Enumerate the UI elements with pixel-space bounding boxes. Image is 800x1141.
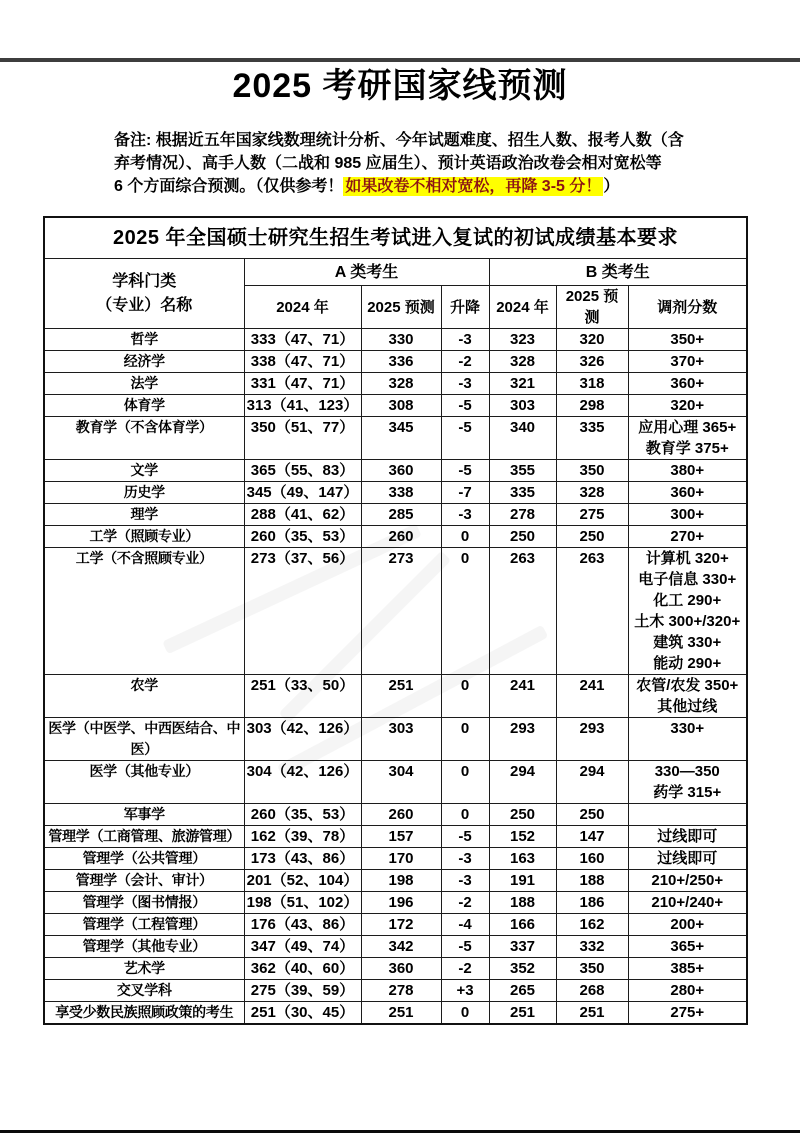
adjust-score-line: 350+: [670, 331, 705, 348]
a-2025-value: 285: [361, 504, 441, 526]
subject-name: 文学: [44, 460, 244, 482]
adjust-score-value: [628, 892, 747, 914]
adjust-score-value: [628, 914, 747, 936]
adjust-score-line: 应用心理 365+: [638, 419, 737, 436]
a-2024-value: 365（55、83）: [244, 460, 361, 482]
adjust-score-value: [628, 329, 747, 351]
b-2024-value: 293: [489, 718, 556, 761]
adjust-score-line: 其他过线: [657, 698, 718, 715]
adjust-score-value: [628, 980, 747, 1002]
b-2024-value: 188: [489, 892, 556, 914]
change-value: 0: [441, 526, 489, 548]
subject-name: 理学: [44, 504, 244, 526]
page-title: 2025 考研国家线预测: [232, 67, 568, 105]
subject-header-line1: 学科门类: [112, 272, 177, 290]
group-b-header: B 类考生: [489, 259, 747, 286]
adjust-score-line: 计算机 320+: [645, 550, 729, 567]
change-value: -3: [441, 504, 489, 526]
adjust-score-line: 电子信息 330+: [638, 571, 737, 588]
b-2024-value: 251: [489, 1002, 556, 1025]
subject-header-line2: （专业）名称: [96, 296, 193, 314]
a-2025-value: 260: [361, 526, 441, 548]
score-requirements-table: [43, 216, 748, 1025]
adjust-score-value: [628, 870, 747, 892]
adjust-score-value: [628, 826, 747, 848]
b-2025-value: 241: [556, 675, 628, 718]
table-row: [44, 804, 747, 826]
subject-name: 享受少数民族照顾政策的考生: [44, 1002, 244, 1025]
change-value: -2: [441, 892, 489, 914]
b-2024-value: 250: [489, 526, 556, 548]
a-2025-value: 278: [361, 980, 441, 1002]
a-2025-value: 338: [361, 482, 441, 504]
table-row: [44, 417, 747, 460]
table-row: [44, 395, 747, 417]
table-row: [44, 936, 747, 958]
subject-name: 经济学: [44, 351, 244, 373]
adjust-score-line: 385+: [670, 960, 705, 977]
change-value: -5: [441, 417, 489, 460]
adjust-score-line: 过线即可: [657, 828, 718, 845]
a-2024-value: 251（33、50）: [244, 675, 361, 718]
b-2025-value: 263: [556, 548, 628, 675]
b-2025-value: 332: [556, 936, 628, 958]
a-2025-value: 198: [361, 870, 441, 892]
a-2024-value: 333（47、71）: [244, 329, 361, 351]
adjust-score-line: 土木 300+/320+: [634, 613, 741, 630]
adjust-score-line: 农管/农发 350+: [636, 677, 739, 694]
adjust-score-line: 330—350: [654, 763, 720, 780]
b-2024-value: 265: [489, 980, 556, 1002]
b-2024-value: 191: [489, 870, 556, 892]
col-header-b-2024: 2024 年: [489, 286, 556, 329]
a-2024-value: 338（47、71）: [244, 351, 361, 373]
a-2024-value: 275（39、59）: [244, 980, 361, 1002]
subject-name: 管理学（工商管理、旅游管理）: [44, 826, 244, 848]
subject-name: 管理学（公共管理）: [44, 848, 244, 870]
change-value: 0: [441, 761, 489, 804]
table-row: [44, 329, 747, 351]
adjust-score-line: 370+: [670, 353, 705, 370]
change-value: -5: [441, 826, 489, 848]
change-value: 0: [441, 718, 489, 761]
b-2025-value: 326: [556, 351, 628, 373]
b-2024-value: 340: [489, 417, 556, 460]
note-paragraph: [114, 129, 734, 198]
col-header-adjust: 调剂分数: [628, 286, 747, 329]
b-2025-value: 318: [556, 373, 628, 395]
adjust-score-line: 210+/250+: [651, 872, 724, 889]
table-row: [44, 870, 747, 892]
change-value: -5: [441, 395, 489, 417]
adjust-score-value: [628, 504, 747, 526]
a-2025-value: 303: [361, 718, 441, 761]
b-2024-value: 294: [489, 761, 556, 804]
b-2024-value: 250: [489, 804, 556, 826]
note-line-2: 弃考情况）、高手人数（二战和 985 应届生）、预计英语政治改卷会相对宽松等: [114, 155, 662, 172]
a-2025-value: 251: [361, 1002, 441, 1025]
adjust-score-line: 化工 290+: [653, 592, 722, 609]
a-2024-value: 176（43、86）: [244, 914, 361, 936]
adjust-score-line: 200+: [670, 916, 705, 933]
table-row: [44, 848, 747, 870]
adjust-score-value: [628, 675, 747, 718]
b-2025-value: 350: [556, 460, 628, 482]
b-2025-value: 275: [556, 504, 628, 526]
b-2025-value: 250: [556, 526, 628, 548]
a-2024-value: 198（51、102）: [244, 892, 361, 914]
a-2024-value: 331（47、71）: [244, 373, 361, 395]
subject-column-header: [44, 259, 244, 329]
adjust-score-value: [628, 548, 747, 675]
b-2025-value: 268: [556, 980, 628, 1002]
a-2025-value: 345: [361, 417, 441, 460]
a-2025-value: 360: [361, 460, 441, 482]
adjust-score-value: [628, 848, 747, 870]
adjust-score-value: [628, 804, 747, 826]
adjust-score-line: 360+: [670, 484, 705, 501]
note-highlight: 如果改卷不相对宽松，再降 3-5 分！: [345, 178, 602, 195]
change-value: 0: [441, 804, 489, 826]
a-2024-value: 288（41、62）: [244, 504, 361, 526]
a-2025-value: 157: [361, 826, 441, 848]
adjust-score-value: [628, 761, 747, 804]
subject-name: 农学: [44, 675, 244, 718]
col-header-a-2024: 2024 年: [244, 286, 361, 329]
a-2025-value: 172: [361, 914, 441, 936]
adjust-score-line: 380+: [670, 462, 705, 479]
change-value: -5: [441, 936, 489, 958]
group-header-row: [44, 259, 747, 286]
table-row: [44, 460, 747, 482]
note-suffix: ）: [603, 178, 620, 195]
subject-name: 教育学（不含体育学）: [44, 417, 244, 460]
col-header-a-2025: 2025 预测: [361, 286, 441, 329]
a-2024-value: 347（49、74）: [244, 936, 361, 958]
table-row: [44, 958, 747, 980]
change-value: -7: [441, 482, 489, 504]
b-2024-value: 335: [489, 482, 556, 504]
adjust-score-line: 365+: [670, 938, 705, 955]
table-row: [44, 526, 747, 548]
b-2024-value: 355: [489, 460, 556, 482]
bottom-border-bar: [0, 1130, 800, 1133]
b-2025-value: 250: [556, 804, 628, 826]
adjust-score-line: 280+: [670, 982, 705, 999]
a-2024-value: 173（43、86）: [244, 848, 361, 870]
a-2025-value: 260: [361, 804, 441, 826]
a-2024-value: 313（41、123）: [244, 395, 361, 417]
a-2025-value: 273: [361, 548, 441, 675]
b-2024-value: 241: [489, 675, 556, 718]
b-2024-value: 323: [489, 329, 556, 351]
a-2024-value: 273（37、56）: [244, 548, 361, 675]
b-2025-value: 293: [556, 718, 628, 761]
adjust-score-line: 270+: [670, 528, 705, 545]
b-2024-value: 263: [489, 548, 556, 675]
adjust-score-value: [628, 395, 747, 417]
a-2024-value: 350（51、77）: [244, 417, 361, 460]
adjust-score-value: [628, 460, 747, 482]
change-value: -3: [441, 870, 489, 892]
subject-name: 体育学: [44, 395, 244, 417]
b-2024-value: 152: [489, 826, 556, 848]
b-2025-value: 160: [556, 848, 628, 870]
change-value: -2: [441, 351, 489, 373]
group-a-header: A 类考生: [244, 259, 489, 286]
a-2024-value: 201（52、104）: [244, 870, 361, 892]
a-2024-value: 251（30、45）: [244, 1002, 361, 1025]
table-row: [44, 826, 747, 848]
a-2025-value: 330: [361, 329, 441, 351]
b-2024-value: 321: [489, 373, 556, 395]
table-body: [44, 329, 747, 1025]
adjust-score-line: 330+: [670, 720, 705, 737]
subject-name: 工学（不含照顾专业）: [44, 548, 244, 675]
table-row: [44, 373, 747, 395]
subject-name: 管理学（其他专业）: [44, 936, 244, 958]
a-2025-value: 170: [361, 848, 441, 870]
change-value: 0: [441, 675, 489, 718]
page: [0, 58, 800, 1141]
adjust-score-line: 320+: [670, 397, 705, 414]
table-row: [44, 914, 747, 936]
table-row: [44, 351, 747, 373]
b-2025-value: 186: [556, 892, 628, 914]
b-2024-value: 328: [489, 351, 556, 373]
subject-name: 法学: [44, 373, 244, 395]
subject-name: 工学（照顾专业）: [44, 526, 244, 548]
a-2025-value: 328: [361, 373, 441, 395]
b-2025-value: 335: [556, 417, 628, 460]
b-2025-value: 162: [556, 914, 628, 936]
change-value: -3: [441, 329, 489, 351]
adjust-score-value: [628, 526, 747, 548]
adjust-score-line: 能动 290+: [653, 655, 722, 672]
subject-name: 医学（中医学、中西医结合、中医）: [44, 718, 244, 761]
a-2025-value: 336: [361, 351, 441, 373]
subject-name: 管理学（会计、审计）: [44, 870, 244, 892]
subject-name: 哲学: [44, 329, 244, 351]
b-2025-value: 188: [556, 870, 628, 892]
b-2025-value: 147: [556, 826, 628, 848]
a-2025-value: 251: [361, 675, 441, 718]
note-line-3-prefix: 6 个方面综合预测。（仅供参考！: [114, 178, 344, 195]
adjust-score-value: [628, 351, 747, 373]
adjust-score-value: [628, 718, 747, 761]
adjust-score-value: [628, 958, 747, 980]
a-2024-value: 345（49、147）: [244, 482, 361, 504]
b-2025-value: 320: [556, 329, 628, 351]
b-2025-value: 350: [556, 958, 628, 980]
top-border-bar: [0, 58, 800, 62]
a-2024-value: 304（42、126）: [244, 761, 361, 804]
subject-name: 医学（其他专业）: [44, 761, 244, 804]
adjust-score-value: [628, 936, 747, 958]
a-2024-value: 260（35、53）: [244, 526, 361, 548]
a-2024-value: 260（35、53）: [244, 804, 361, 826]
table-title: 2025 年全国硕士研究生招生考试进入复试的初试成绩基本要求: [44, 217, 747, 259]
col-header-b-2025: 2025 预测: [556, 286, 628, 329]
subject-name: 管理学（图书情报）: [44, 892, 244, 914]
subject-name: 管理学（工程管理）: [44, 914, 244, 936]
table-row: [44, 482, 747, 504]
adjust-score-value: [628, 373, 747, 395]
subject-name: 军事学: [44, 804, 244, 826]
adjust-score-line: 建筑 330+: [653, 634, 722, 651]
table-row: [44, 548, 747, 675]
table-row: [44, 892, 747, 914]
adjust-score-line: 教育学 375+: [645, 440, 729, 457]
table-title-row: [44, 217, 747, 259]
adjust-score-line: 300+: [670, 506, 705, 523]
note-line-1: 备注: 根据近五年国家线数理统计分析、今年试题难度、招生人数、报考人数（含: [114, 132, 684, 149]
col-header-change: 升降: [441, 286, 489, 329]
b-2024-value: 278: [489, 504, 556, 526]
adjust-score-line: 过线即可: [657, 850, 718, 867]
b-2025-value: 294: [556, 761, 628, 804]
adjust-score-value: [628, 417, 747, 460]
b-2025-value: 298: [556, 395, 628, 417]
change-value: -3: [441, 848, 489, 870]
change-value: +3: [441, 980, 489, 1002]
adjust-score-line: 360+: [670, 375, 705, 392]
b-2024-value: 352: [489, 958, 556, 980]
b-2024-value: 303: [489, 395, 556, 417]
b-2024-value: 337: [489, 936, 556, 958]
a-2025-value: 308: [361, 395, 441, 417]
table-row: [44, 718, 747, 761]
adjust-score-line: 210+/240+: [651, 894, 724, 911]
b-2025-value: 328: [556, 482, 628, 504]
adjust-score-value: [628, 482, 747, 504]
a-2024-value: 303（42、126）: [244, 718, 361, 761]
change-value: -2: [441, 958, 489, 980]
a-2025-value: 196: [361, 892, 441, 914]
table-row: [44, 980, 747, 1002]
table-row: [44, 761, 747, 804]
change-value: -3: [441, 373, 489, 395]
subject-name: 艺术学: [44, 958, 244, 980]
change-value: -5: [441, 460, 489, 482]
change-value: -4: [441, 914, 489, 936]
subject-name: 历史学: [44, 482, 244, 504]
change-value: 0: [441, 548, 489, 675]
adjust-score-line: 药学 315+: [653, 784, 722, 801]
b-2024-value: 166: [489, 914, 556, 936]
table-row: [44, 675, 747, 718]
a-2025-value: 342: [361, 936, 441, 958]
a-2024-value: 162（39、78）: [244, 826, 361, 848]
table-row: [44, 1002, 747, 1025]
a-2025-value: 360: [361, 958, 441, 980]
b-2025-value: 251: [556, 1002, 628, 1025]
adjust-score-line: 275+: [670, 1004, 705, 1021]
b-2024-value: 163: [489, 848, 556, 870]
adjust-score-value: [628, 1002, 747, 1025]
table-row: [44, 504, 747, 526]
a-2024-value: 362（40、60）: [244, 958, 361, 980]
change-value: 0: [441, 1002, 489, 1025]
subject-name: 交叉学科: [44, 980, 244, 1002]
a-2025-value: 304: [361, 761, 441, 804]
